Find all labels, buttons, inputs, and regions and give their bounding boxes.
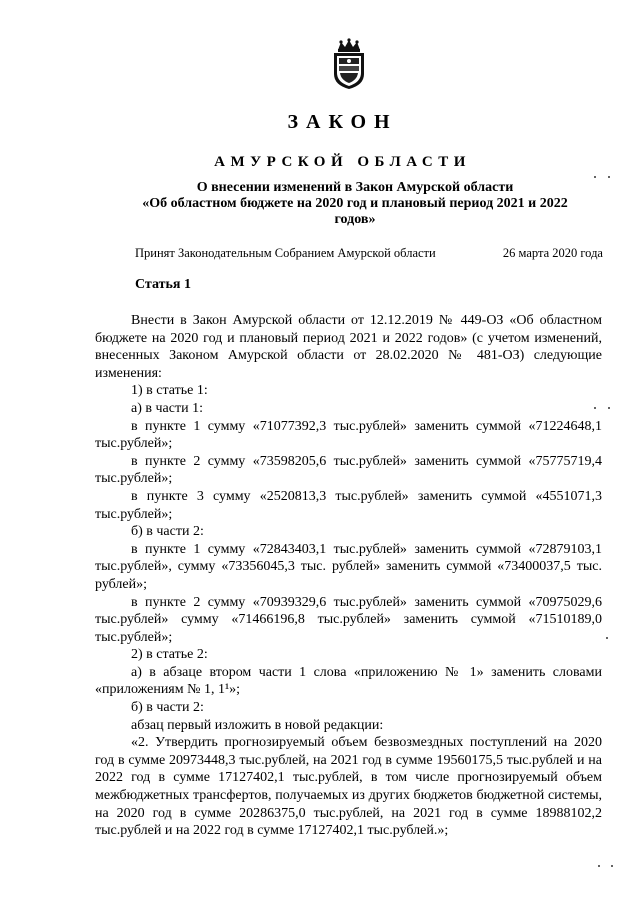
article-title: Статья 1 (135, 277, 191, 292)
article-paragraph: 1) в статье 1: (131, 383, 208, 399)
law-heading-line: «Об областном бюджете на 2020 год и плановый период 2021 и 2022 (142, 196, 568, 211)
article-paragraph: абзац первый изложить в новой редакции: (131, 717, 384, 733)
article-paragraph: в пункте 1 сумму «72843403,1 тыс.рублей» заменить суммой «72879103,1 тыс.рублей», сумму «73356045,3 тыс. рублей» заменить суммой «73400037,5 тыс. рублей»; (95, 541, 602, 592)
article-paragraph: а) в абзаце втором части 1 слова «приложению № 1» заменить словами «приложениям № 1, 1¹»; (95, 664, 602, 698)
scan-speck (598, 865, 600, 867)
law-heading (95, 180, 615, 228)
article-paragraph: в пункте 2 сумму «70939329,6 тыс.рублей» заменить суммой «70975029,6 тыс.рублей» сумму «71466196,8 тыс.рублей» заменить суммой «71510189,0 тыс.рублей»; (95, 594, 602, 645)
coat-of-arms-icon (330, 38, 368, 90)
scan-speck (594, 176, 596, 178)
article-paragraph: в пункте 3 сумму «2520813,3 тыс.рублей» заменить суммой «4551071,3 тыс.рублей»; (95, 488, 602, 522)
article-paragraph: 2) в статье 2: (131, 647, 208, 663)
article-paragraph: б) в части 2: (131, 524, 204, 540)
article-paragraph: «2. Утвердить прогнозируемый объем безвозмездных поступлений на 2020 год в сумме 20973448,3 тыс.рублей, на 2021 год в сумме 19560175,5 тыс.рублей и на 2022 год в сумме 17127402,1 тыс.рублей, в том числе прогнозируемый объем межбюджетных трансфертов, получаемых из других бюджетов бюджетной системы, на 2020 год в сумме 20286375,0 тыс.рублей, на 2021 год в сумме 18988102,2 тыс.рублей и на 2022 год в сумме 17127402,1 тыс.рублей.»; (95, 735, 602, 839)
article-paragraph: в пункте 1 сумму «71077392,3 тыс.рублей» заменить суммой «71224648,1 тыс.рублей»; (95, 418, 602, 452)
region-name: АМУРСКОЙ ОБЛАСТИ (214, 154, 471, 170)
article-paragraph: в пункте 2 сумму «73598205,6 тыс.рублей» заменить суммой «75775719,4 тыс.рублей»; (95, 453, 602, 487)
scan-speck (606, 637, 608, 639)
law-heading-line: О внесении изменений в Закон Амурской области (196, 180, 514, 195)
scan-speck (608, 407, 610, 409)
article-paragraph: а) в части 1: (131, 400, 203, 416)
adoption-note: Принят Законодательным Собранием Амурской области (135, 246, 436, 260)
adoption-date: 26 марта 2020 года (502, 246, 603, 260)
article-body (95, 312, 602, 840)
article-paragraph: Внести в Закон Амурской области от 12.12.2019 № 449-ОЗ «Об областном бюджете на 2020 год и плановый период 2021 и 2022 годов» (с учетом изменений, внесенных Законом Амурской области от 28.02.2020 № 481-ОЗ) следующие изменения: (95, 313, 602, 381)
scan-speck (594, 407, 596, 409)
article-paragraph: б) в части 2: (131, 700, 204, 716)
document-title: ЗАКОН (287, 111, 398, 133)
scan-speck (608, 176, 610, 178)
law-heading-line: годов» (334, 212, 376, 227)
scan-speck (611, 865, 613, 867)
